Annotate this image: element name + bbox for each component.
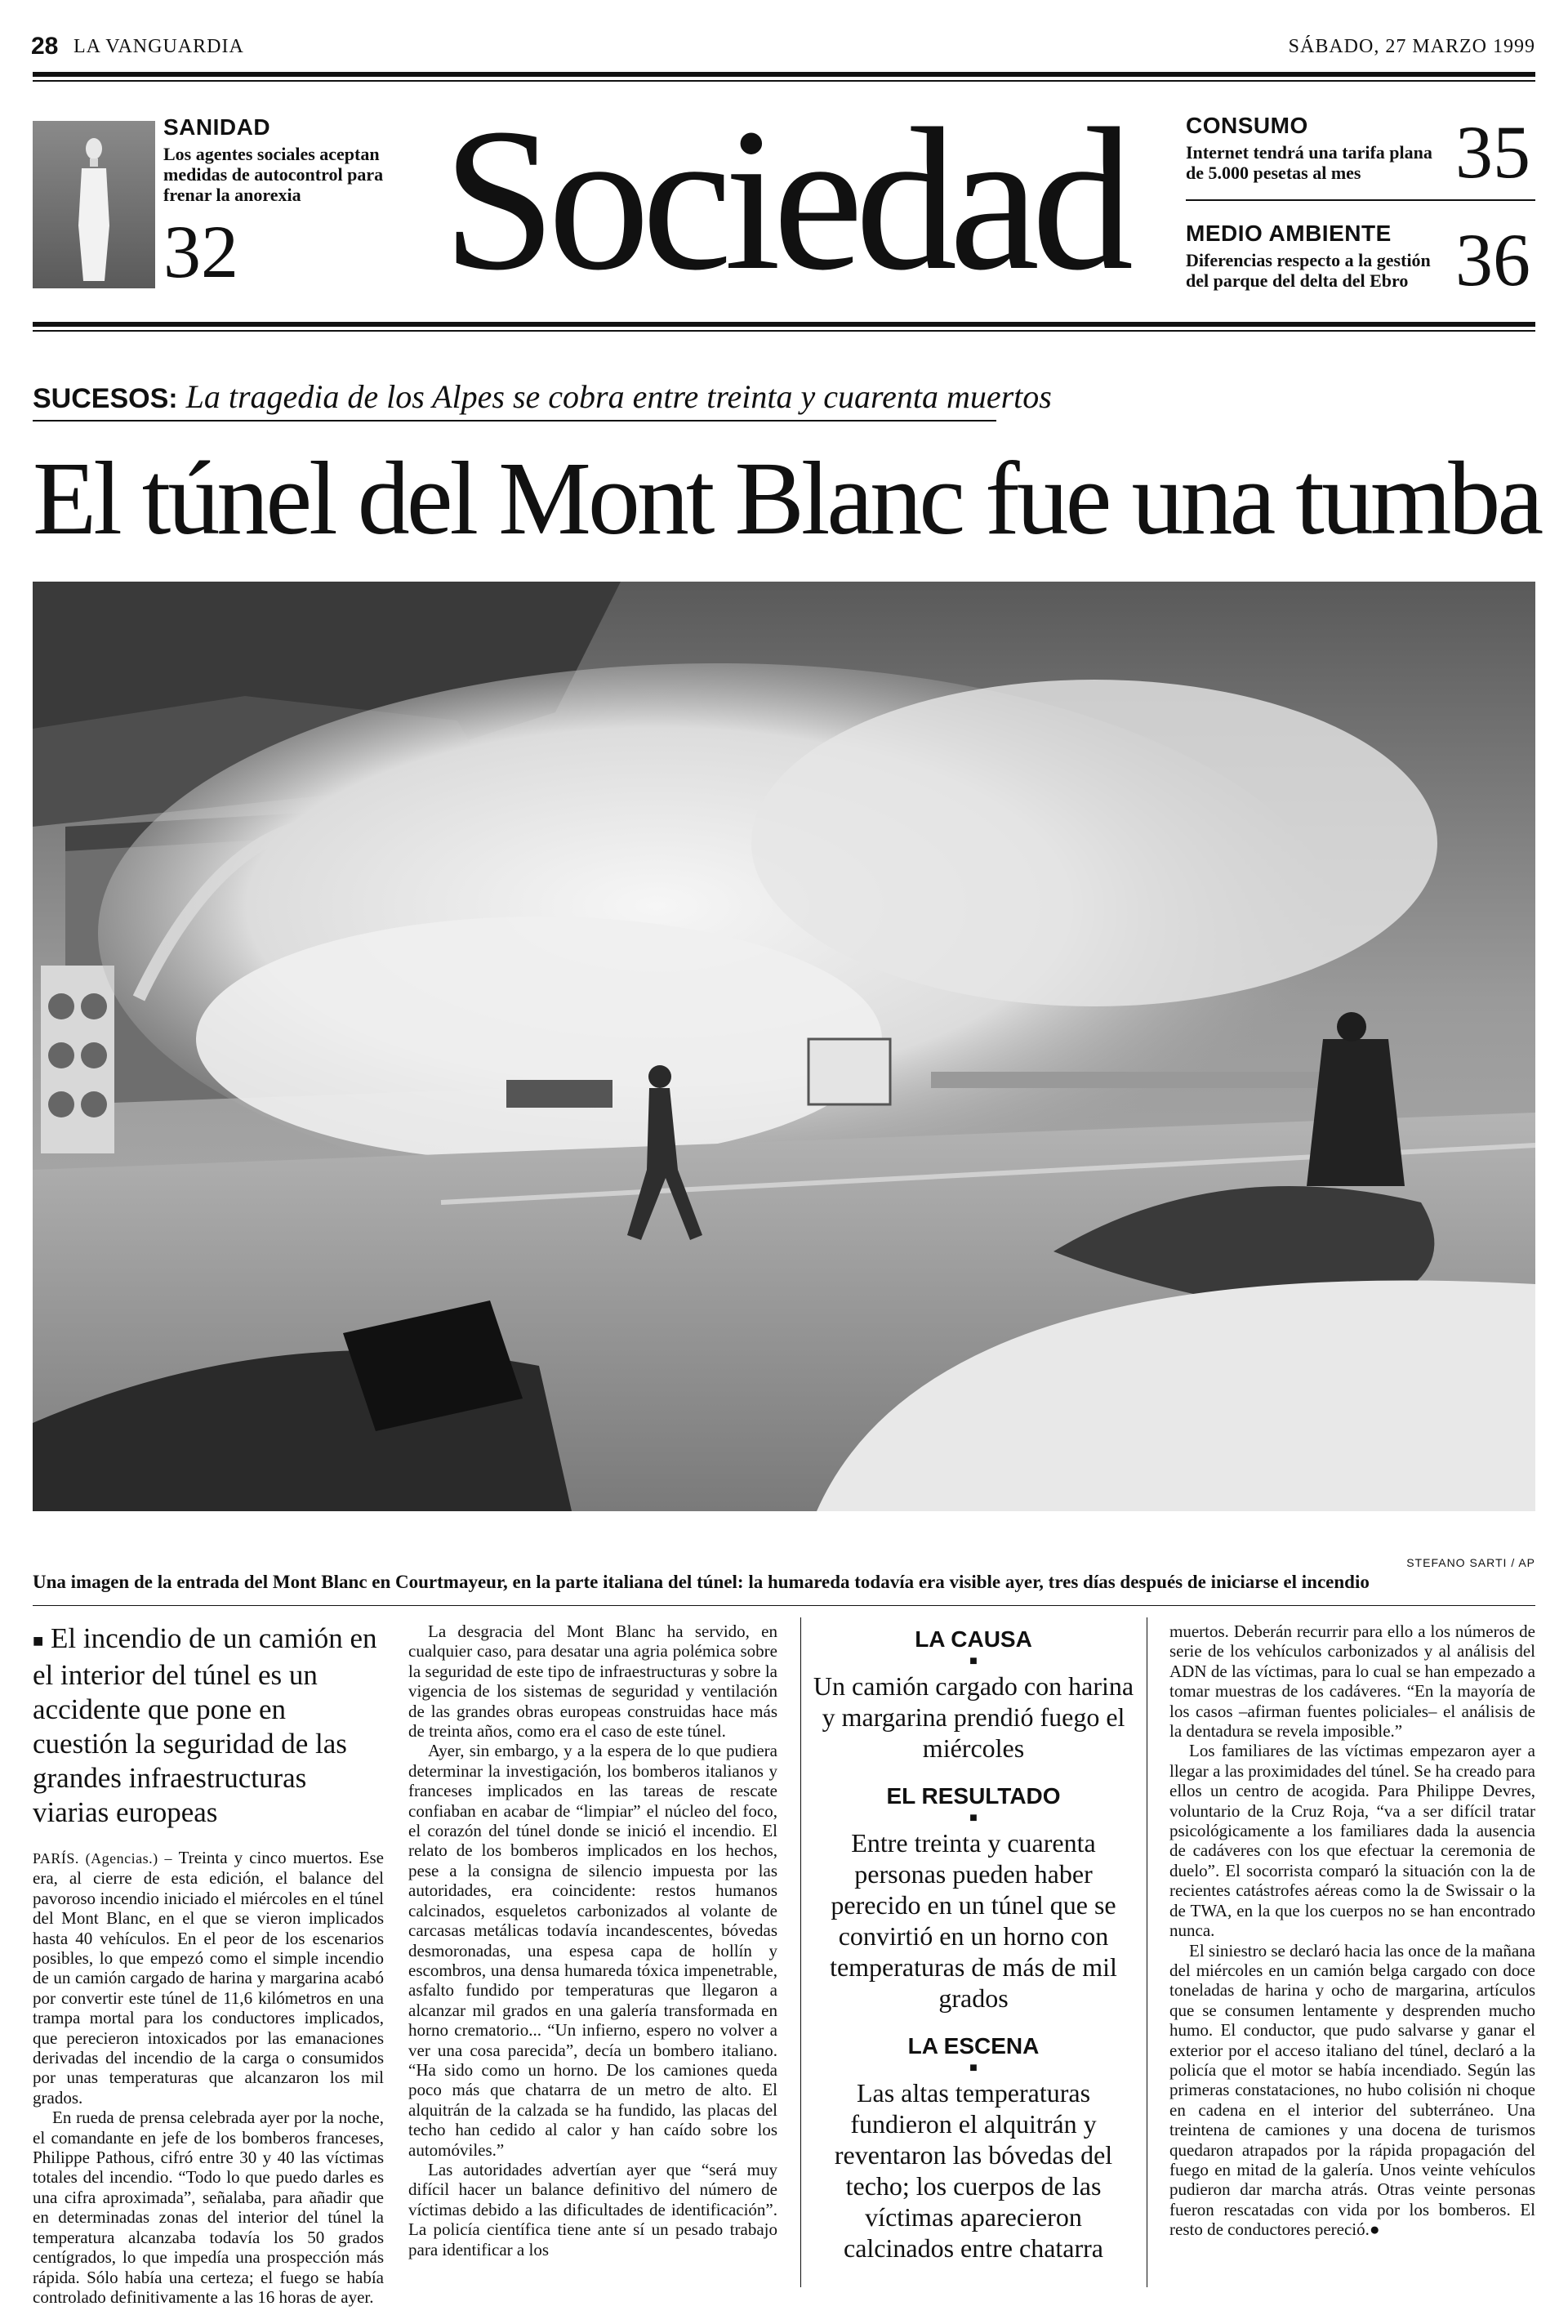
headline: El túnel del Mont Blanc fue una tumba xyxy=(33,440,1541,556)
teaser-divider xyxy=(1186,199,1535,201)
article-column-1 xyxy=(33,1621,384,2307)
teaser-page-medio-ambiente: 36 xyxy=(1455,218,1530,301)
sidebar-heading-causa: LA CAUSA xyxy=(915,1626,1032,1652)
sidebar-text-escena: Las altas temperaturas fundieron el alquitrán y reventaron las bóvedas del techo; los cuerpos de las víctimas aparecieron calcinados entre chatarra xyxy=(834,2078,1113,2263)
sidebar-bullet: ■ xyxy=(969,1654,978,1668)
header-bottom-rule-thin xyxy=(33,330,1535,332)
sidebar-rule-left xyxy=(800,1617,801,2287)
teaser-page-sanidad: 32 xyxy=(163,210,238,293)
sidebar-heading-resultado: EL RESULTADO xyxy=(886,1783,1061,1809)
summary-sidebar xyxy=(810,1621,1137,2283)
topic-label: SUCESOS: xyxy=(33,383,178,414)
body-paragraph: muertos. Deberán recurrir para ello a los números de serie de los vehículos carbonizados y al análisis del ADN de las víctimas, para lo cual se han empezado a tomar muestras de los cadáveres. “En la mayoría de los casos –afirman fuentes policiales– el análisis de la dentadura se revela imposible.” xyxy=(1169,1621,1535,1742)
body-paragraph: La desgracia del Mont Blanc ha servido, en cualquier caso, para desatar una agria polémica sobre la seguridad de este tipo de infraestructuras y sobre la vigencia de los sistemas de seguridad y ventilación de las grandes obras europeas construidas hace más de treinta años, como era el caso de este túnel. xyxy=(408,1621,777,1742)
lead-bullet: ■ xyxy=(33,1630,44,1651)
body-paragraph: El siniestro se declaró hacia las once de la mañana del miércoles en un camión belga cargado con doce toneladas de harina y ocho de margarina, artículos que se consumen lentamente y desprenden mucho humo. El conductor, que pudo salvarse y ganar el exterior por el acceso italiano del túnel, declaró a la policía que el motor se había incendiado. Según las primeras constataciones, no hubo colisión ni choque en cadena en el interior del subterráneo. Una treintena de camiones y una docena de turismos quedaron atrapados por la rápida propagación del fuego en mitad de la galería. Unos veinte vehículos pudieron dar marcha atrás. Otras veinte personas fueron rescatadas con vida por los bomberos. El resto de conductores pereció.● xyxy=(1169,1940,1535,2240)
article-lead xyxy=(33,1621,384,1830)
article-column-2 xyxy=(408,1621,777,2259)
teaser-text-consumo: Internet tendrá una tarifa plana de 5.000 pesetas al mes xyxy=(1186,142,1432,183)
section-title: Sociedad xyxy=(442,87,1126,313)
body-paragraph: Ayer, sin embargo, y a la espera de lo que pudiera determinar la investigación, los bomberos italianos y franceses implicados en las tareas de rescate confiaban en acabar de “limpiar” el núcleo del foco, el corazón del túnel donde se inició el incendio. El relato de los bomberos implicados en los hechos, pese a la consigna de silencio impuesta por las autoridades, era coincidente: restos humanos calcinados, esqueletos carbonizados al volante de carcasas metálicas todavía incandescentes, bóvedas desmoronadas, una espesa capa de hollín y escombros, una densa humareda tóxica impenetrable, asfalto fundido por temperaturas que llegaron a alcanzar mil grados en una galería transformada en horno crematorio... “Un infierno, espero no volver a ver una cosa parecida”, decía un bombero italiano. “Ha sido como un horno. De los camiones queda poco más que chatarra de un metro de alto. El alquitrán de la calzada se ha fundido, las placas del techo han cedido al calor y han caído sobre los automóviles.” xyxy=(408,1741,777,2160)
teaser-thumbnail xyxy=(33,121,155,288)
header-bottom-rule xyxy=(33,322,1535,327)
sidebar-bullet: ■ xyxy=(969,1811,978,1825)
body-paragraph: En rueda de prensa celebrada ayer por la noche, el comandante en jefe de los bomberos franceses, Philippe Pathous, cifró entre 30 y 40 las víctimas totales del incendio. “Todo lo que puedo darles es una cifra aproximada”, señalaba, para añadir que en determinadas zonas del interior del túnel la temperatura alcanzaba todavía los 50 grados centígrados, lo que impedía una prospección más rápida. Sólo había una certeza; el fuego se había controlado definitivamente a las 16 horas de ayer. xyxy=(33,2108,384,2307)
dateline: PARÍS. (Agencias.) – xyxy=(33,1849,172,1867)
teaser-kicker-medio-ambiente: MEDIO AMBIENTE xyxy=(1186,221,1392,246)
teaser-kicker-sanidad: SANIDAD xyxy=(163,114,271,140)
sidebar-text-resultado: Entre treinta y cuarenta personas pueden haber perecido en un túnel que se convirtió en un horno con temperaturas de más de mil grados xyxy=(830,1828,1117,2013)
top-rule xyxy=(33,72,1535,77)
photo-caption: Una imagen de la entrada del Mont Blanc en Courtmayeur, en la parte italiana del túnel: la humareda todavía era visible ayer, tres días después de iniciarse el incendio xyxy=(33,1572,1370,1592)
teaser-page-consumo: 35 xyxy=(1455,110,1530,194)
photo-credit: STEFANO SARTI / AP xyxy=(1406,1556,1535,1569)
sidebar-heading-escena: LA ESCENA xyxy=(907,2033,1040,2059)
body-paragraph: Las autoridades advertían ayer que “será muy difícil hacer un balance definitivo del número de víctimas debido a las dificultades de identificación”. La policía científica tiene ante sí un pesado trabajo para identificar a los xyxy=(408,2159,777,2259)
sidebar-text-causa: Un camión cargado con harina y margarina prendió fuego el miércoles xyxy=(813,1671,1134,1763)
tunnel-fire-photo xyxy=(33,582,1535,1511)
article-column-4 xyxy=(1169,1621,1535,2240)
main-photo xyxy=(33,582,1535,1511)
page-number: 28 xyxy=(31,33,59,60)
issue-date: SÁBADO, 27 MARZO 1999 xyxy=(1288,36,1535,57)
lead-text: El incendio de un camión en el interior del túnel es un accidente que pone en cuestión la seguridad de las grandes infraestructuras viarias europeas xyxy=(33,1622,377,1828)
subhead-underline xyxy=(33,420,996,422)
sidebar-bullet: ■ xyxy=(969,2061,978,2075)
teaser-text-medio-ambiente: Diferencias respecto a la gestión del parque del delta del Ebro xyxy=(1186,250,1431,291)
subhead-text: La tragedia de los Alpes se cobra entre treinta y cuarenta muertos xyxy=(185,378,1052,415)
teaser-kicker-consumo: CONSUMO xyxy=(1186,113,1308,138)
body-paragraph: PARÍS. (Agencias.) – Treinta y cinco muertos. Ese era, al cierre de esta edición, el balance del pavoroso incendio iniciado el miércoles en el túnel del Mont Blanc, en el que se vieron implicados hasta 40 vehículos. En el peor de los escenarios posibles, lo que empezó como el simple incendio de un camión cargado de harina y margarina acabó por convertir este túnel de 11,6 kilómetros en una trampa mortal para los conductores implicados, que perecieron intoxicados por las emanaciones derivadas del incendio de la carga o consumidos por unas temperaturas que alcanzaron los mil grados. xyxy=(33,1847,384,2108)
model-figure-icon xyxy=(72,136,116,283)
teaser-text-sanidad: Los agentes sociales aceptan medidas de autocontrol para frenar la anorexia xyxy=(163,144,384,205)
caption-rule xyxy=(33,1605,1535,1606)
top-rule-thin xyxy=(33,80,1535,82)
article-subhead xyxy=(33,377,1052,416)
body-paragraph: Los familiares de las víctimas empezaron ayer a llegar a las proximidades del túnel. Se ha creado para ellos un centro de acogida. Para Philippe Devres, voluntario de la Cruz Roja, “va a ser difícil tratar psicológicamente a los familiares dada la ausencia de cadáveres con los que efectuar la ceremonia de duelo”. El socorrista comparó la situación con la de recientes catástrofes aéreas como la de Swissair o la de TWA, en la que los cuerpos no se han encontrado nunca. xyxy=(1169,1741,1535,1941)
newspaper-name: LA VANGUARDIA xyxy=(74,36,244,57)
